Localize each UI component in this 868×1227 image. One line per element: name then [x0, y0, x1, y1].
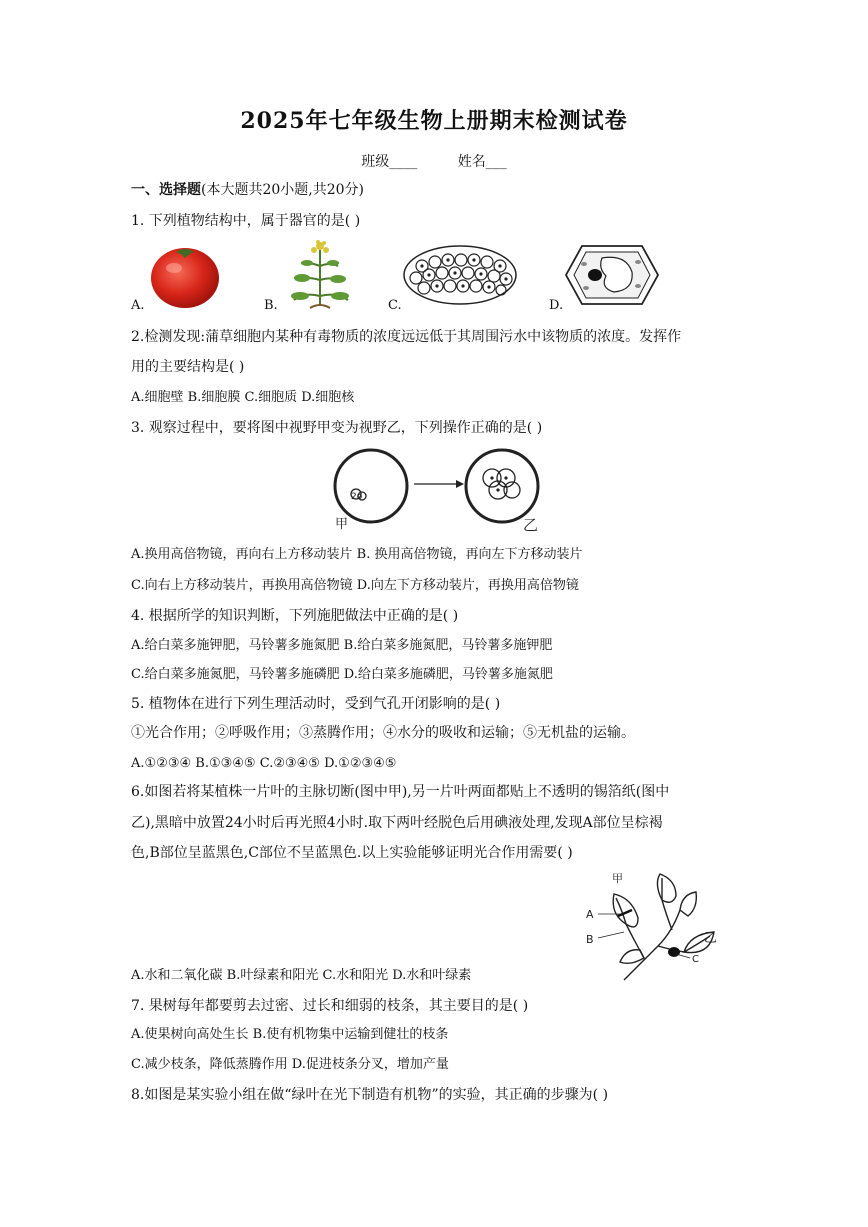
tomato-figure [148, 240, 228, 310]
leaf-experiment-figure [580, 870, 720, 985]
plant-figure [280, 236, 360, 312]
q1-option-c: C. [388, 298, 402, 313]
q7-stem: 7. 果树每年都要剪去过密、过长和细弱的枝条，其主要目的是( ) [131, 998, 529, 1014]
leaf-label-b: B [586, 933, 594, 946]
microscope-views-figure [330, 448, 552, 536]
q8-stem: 8.如图是某实验小组在做“绿叶在光下制造有机物”的实验，其正确的步骤为( ) [131, 1087, 609, 1103]
view-jia-label: 甲 [335, 517, 349, 532]
q6-options: A.水和二氧化碳 B.叶绿素和阳光 C.水和阳光 D.水和叶绿素 [131, 968, 472, 983]
q4-options-row2: C.给白菜多施氮肥，马铃薯多施磷肥 D.给白菜多施磷肥，马铃薯多施氮肥 [131, 667, 553, 682]
q5-options: A.①②③④ B.①③④⑤ C.②③④⑤ D.①②③④⑤ [131, 756, 397, 771]
q5-stem: 5. 植物体在进行下列生理活动时，受到气孔开闭影响的是( ) [131, 696, 501, 712]
q3-stem: 3. 观察过程中，要将图中视野甲变为视野乙，下列操作正确的是( ) [131, 420, 543, 436]
q7-options-row2: C.减少枝条，降低蒸腾作用 D.促进枝条分叉，增加产量 [131, 1057, 449, 1072]
small-cells-mark: 2o [351, 492, 363, 502]
q5-items: ①光合作用；②呼吸作用；③蒸腾作用；④水分的吸收和运输；⑤无机盐的运输。 [131, 725, 635, 741]
section-heading [131, 180, 364, 200]
q2-options: A.细胞壁 B.细胞膜 C.细胞质 D.细胞核 [131, 390, 355, 405]
tissue-figure [402, 244, 518, 306]
class-label: 班级____ [361, 154, 418, 170]
student-info [0, 151, 868, 171]
q4-stem: 4. 根据所学的知识判断，下列施肥做法中正确的是( ) [131, 608, 459, 624]
q2-stem-line1: 2.检测发现:蒲草细胞内某种有毒物质的浓度远远低于其周围污水中该物质的浓度。发挥作 [131, 329, 682, 345]
q6-stem-line1: 6.如图若将某植株一片叶的主脉切断(图中甲),另一片叶两面都贴上不透明的锡箔纸(图中 [131, 784, 670, 800]
leaf-label-yi: 乙 [704, 931, 718, 946]
q1-stem: 1. 下列植物结构中，属于器官的是( ) [131, 213, 361, 229]
q6-stem-line3: 色,B部位呈蓝黑色,C部位不呈蓝黑色.以上实验能够证明光合作用需要( ) [131, 845, 573, 861]
q6-stem-line2: 乙),黑暗中放置24小时后再光照4小时.取下两叶经脱色后用碘液处理,发现A部位呈棕褐 [131, 815, 663, 831]
name-label: 姓名___ [457, 154, 507, 170]
q2-stem-line2: 用的主要结构是( ) [131, 359, 245, 375]
section-title: 一、选择题 [131, 182, 201, 198]
exam-title: 2025年七年级生物上册期末检测试卷 [240, 108, 628, 134]
q4-options-row1: A.给白菜多施钾肥，马铃薯多施氮肥 B.给白菜多施氮肥，马铃薯多施钾肥 [131, 638, 553, 653]
q7-options-row1: A.使果树向高处生长 B.使有机物集中运输到健壮的枝条 [131, 1027, 449, 1042]
leaf-label-c: C [692, 954, 699, 965]
section-note: (本大题共20小题,共20分) [201, 182, 365, 198]
q3-options-row1: A.换用高倍物镜，再向右上方移动装片 B. 换用高倍物镜，再向左下方移动装片 [131, 547, 583, 562]
q3-options-row2: C.向右上方移动装片，再换用高倍物镜 D.向左下方移动装片，再换用高倍物镜 [131, 578, 579, 593]
leaf-label-a: A [586, 908, 594, 921]
view-yi-label: 乙 [523, 516, 539, 534]
q1-option-d: D. [549, 298, 564, 313]
plant-cell-figure [562, 238, 662, 312]
q1-option-a: A. [131, 298, 145, 313]
q1-option-b: B. [264, 298, 278, 313]
leaf-label-jia: 甲 [612, 872, 623, 885]
